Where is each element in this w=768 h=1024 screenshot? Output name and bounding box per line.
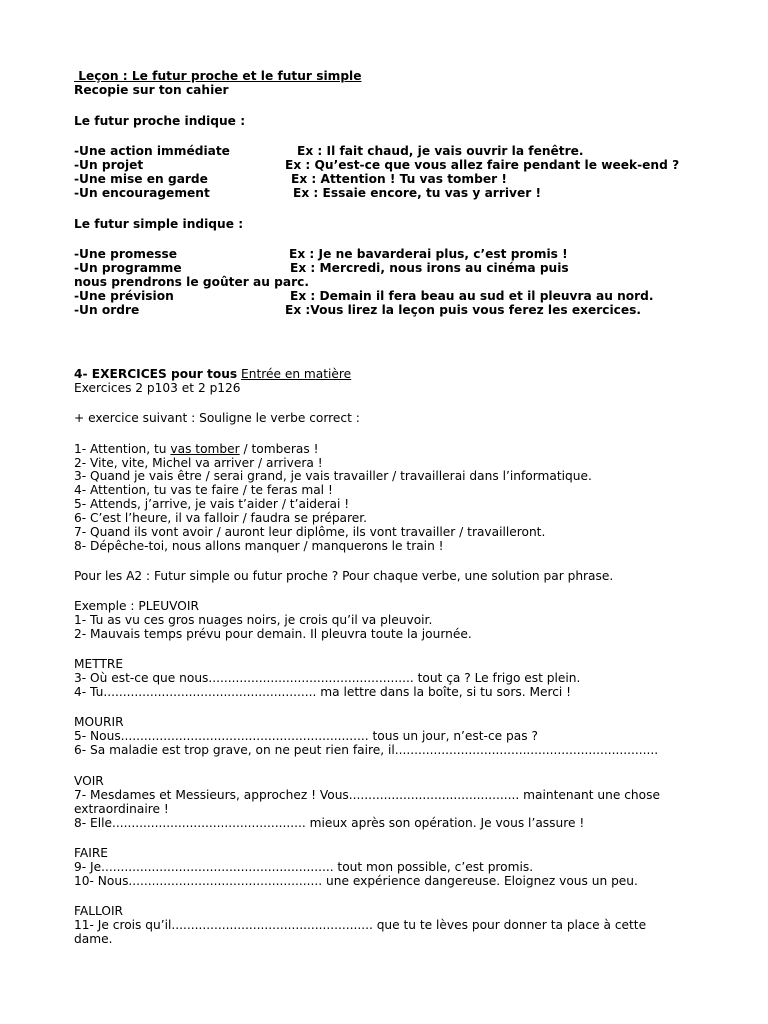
a2-line: 10- Nous.................................................. une expérience dangereuse. Eloignez vous un peu. xyxy=(74,874,638,888)
simple-example: Ex : Demain il fera beau au sud et il pleuvra au nord. xyxy=(290,289,654,303)
proche-label: -Un encouragement xyxy=(74,186,210,200)
a2-line: 4- Tu....................................................... ma lettre dans la boîte, si tu sors. Merci ! xyxy=(74,685,572,699)
simple-label: -Une promesse xyxy=(74,247,177,261)
a2-example-line: 1- Tu as vu ces gros nuages noirs, je crois qu’il va pleuvoir. xyxy=(74,613,433,627)
lesson-instruction: Recopie sur ton cahier xyxy=(74,83,229,97)
simple-continuation: nous prendrons le goûter au parc. xyxy=(74,275,309,289)
a2-line: extraordinaire ! xyxy=(74,802,169,816)
proche-example: Ex : Qu’est-ce que vous allez faire pendant le week-end ? xyxy=(285,158,680,172)
a2-intro: Pour les A2 : Futur simple ou futur proche ? Pour chaque verbe, une solution par phrase. xyxy=(74,569,614,583)
simple-example: Ex : Je ne bavarderai plus, c’est promis ! xyxy=(289,247,568,261)
exercises-intro: + exercice suivant : Souligne le verbe correct : xyxy=(74,411,360,425)
simple-heading: Le futur simple indique : xyxy=(74,217,244,231)
exercise-item: 2- Vite, vite, Michel va arriver / arrivera ! xyxy=(74,456,323,470)
underlined-verb: vas tomber xyxy=(170,442,240,456)
a2-line: 8- Elle.................................................. mieux après son opération. Je vous l’assure ! xyxy=(74,816,585,830)
exercises-subheading: Entrée en matière xyxy=(241,367,352,381)
lesson-title: Leçon : Le futur proche et le futur simple xyxy=(74,69,362,83)
exercise-item-text: / tomberas ! xyxy=(239,442,319,456)
a2-example-heading: Exemple : PLEUVOIR xyxy=(74,599,199,613)
exercise-item: 3- Quand je vais être / serai grand, je vais travailler / travaillerai dans l’informatique. xyxy=(74,469,592,483)
a2-line: 9- Je............................................................ tout mon possible, c’est promis. xyxy=(74,860,534,874)
proche-example: Ex : Essaie encore, tu vas y arriver ! xyxy=(293,186,542,200)
a2-line: 7- Mesdames et Messieurs, approchez ! Vous............................................ maintenant une chose xyxy=(74,788,660,802)
a2-line: 6- Sa maladie est trop grave, on ne peut rien faire, il.................................................................... xyxy=(74,743,659,757)
exercises-heading-line xyxy=(74,368,351,382)
verb-mourir: MOURIR xyxy=(74,715,124,729)
exercises-heading: 4- EXERCICES pour tous xyxy=(74,367,238,381)
exercise-item: 7- Quand ils vont avoir / auront leur diplôme, ils vont travailler / travailleront. xyxy=(74,525,546,539)
simple-example: Ex : Mercredi, nous irons au cinéma puis xyxy=(290,261,569,275)
verb-mettre: METTRE xyxy=(74,657,124,671)
proche-label: -Un projet xyxy=(74,158,144,172)
simple-example: Ex :Vous lirez la leçon puis vous ferez les exercices. xyxy=(285,303,642,317)
exercise-item: 6- C’est l’heure, il va falloir / faudra se préparer. xyxy=(74,511,368,525)
proche-heading: Le futur proche indique : xyxy=(74,114,246,128)
proche-example: Ex : Attention ! Tu vas tomber ! xyxy=(291,172,507,186)
a2-example-line: 2- Mauvais temps prévu pour demain. Il pleuvra toute la journée. xyxy=(74,627,472,641)
exercise-item xyxy=(74,443,318,457)
simple-label: -Un ordre xyxy=(74,303,140,317)
proche-label: -Une action immédiate xyxy=(74,144,230,158)
verb-voir: VOIR xyxy=(74,774,104,788)
verb-falloir: FALLOIR xyxy=(74,904,124,918)
proche-example: Ex : Il fait chaud, je vais ouvrir la fenêtre. xyxy=(297,144,584,158)
exercise-item: 4- Attention, tu vas te faire / te feras mal ! xyxy=(74,483,333,497)
verb-faire: FAIRE xyxy=(74,846,108,860)
exercise-item-text: 1- Attention, tu xyxy=(74,442,171,456)
exercise-item: 8- Dépêche-toi, nous allons manquer / manquerons le train ! xyxy=(74,539,444,553)
a2-line: 3- Où est-ce que nous..................................................... tout ça ? Le frigo est plein. xyxy=(74,671,581,685)
simple-label: -Une prévision xyxy=(74,289,174,303)
proche-label: -Une mise en garde xyxy=(74,172,208,186)
exercises-pages: Exercices 2 p103 et 2 p126 xyxy=(74,381,241,395)
a2-line: dame. xyxy=(74,932,113,946)
a2-line: 11- Je crois qu’il.................................................... que tu te lèves pour donner ta place à cette xyxy=(74,918,647,932)
exercise-item: 5- Attends, j’arrive, je vais t’aider / t’aiderai ! xyxy=(74,497,350,511)
simple-label: -Un programme xyxy=(74,261,182,275)
a2-line: 5- Nous................................................................ tous un jour, n’est-ce pas ? xyxy=(74,729,538,743)
